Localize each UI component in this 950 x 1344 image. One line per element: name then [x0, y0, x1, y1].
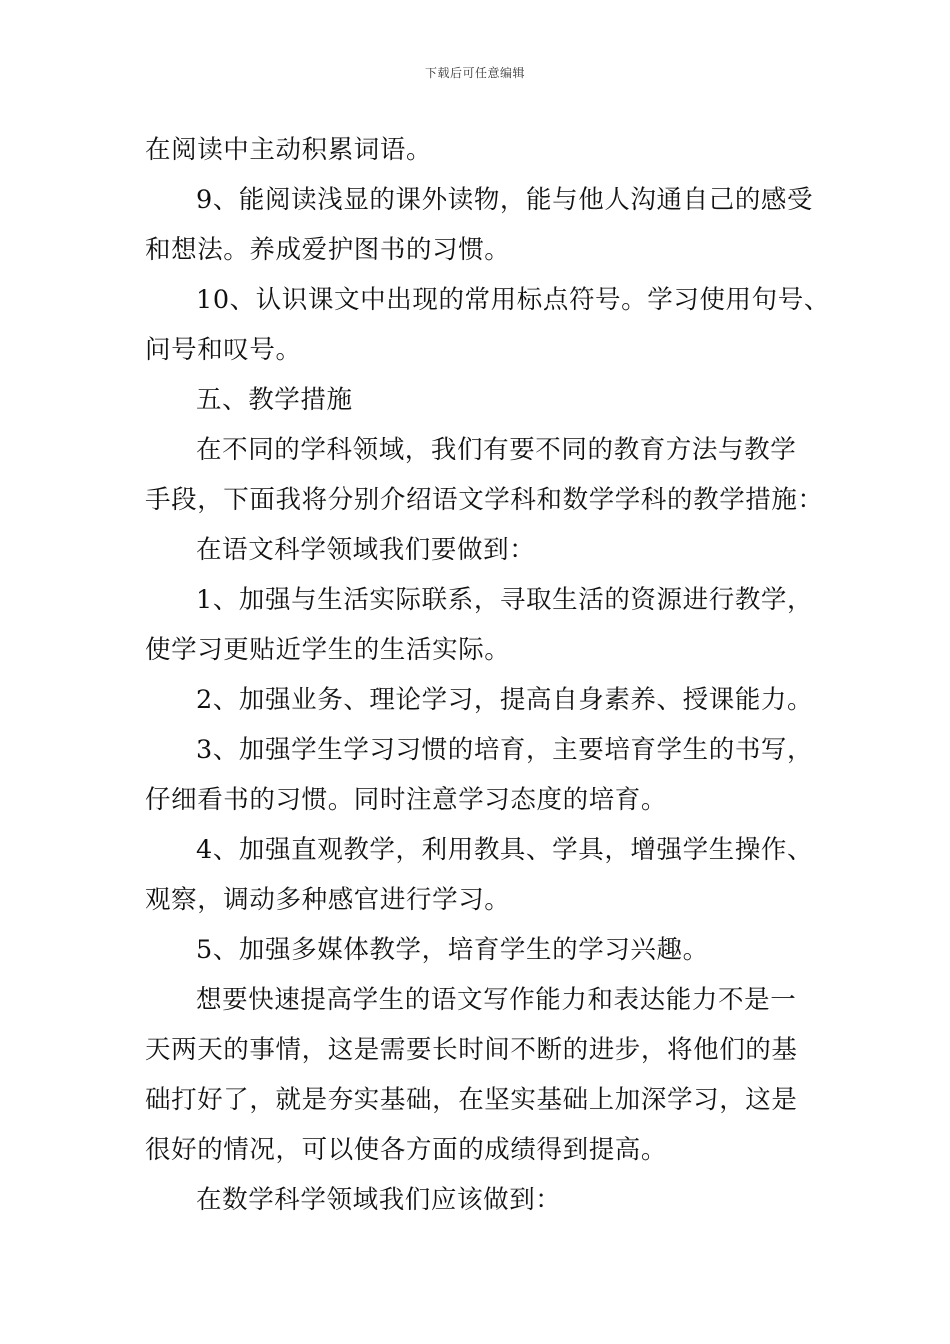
body-line-8: 手段，下面我将分别介绍语文学科和数学学科的教学措施：: [145, 485, 824, 515]
body-line-4: 10、认识课文中出现的常用标点符号。学习使用句号、: [196, 285, 830, 315]
body-line-18: 想要快速提高学生的语文写作能力和表达能力不是一: [196, 985, 797, 1015]
body-line-2: 9、能阅读浅显的课外读物，能与他人沟通自己的感受: [196, 185, 814, 215]
body-line-11: 使学习更贴近学生的生活实际。: [145, 635, 511, 665]
body-line-5: 问号和叹号。: [145, 335, 302, 365]
body-line-15: 4、加强直观教学，利用教具、学具，增强学生操作、: [196, 835, 814, 865]
body-line-21: 很好的情况，可以使各方面的成绩得到提高。: [145, 1135, 668, 1165]
body-line-16: 观察，调动多种感官进行学习。: [145, 885, 511, 915]
body-line-22: 在数学科学领域我们应该做到：: [196, 1185, 562, 1215]
body-line-1: 在阅读中主动积累词语。: [145, 135, 433, 165]
body-line-12: 2、加强业务、理论学习，提高自身素养、授课能力。: [196, 685, 814, 715]
body-line-19: 天两天的事情，这是需要长时间不断的进步，将他们的基: [145, 1035, 798, 1065]
section-heading: 五、教学措施: [196, 385, 353, 415]
body-line-20: 础打好了，就是夯实基础，在坚实基础上加深学习，这是: [145, 1085, 798, 1115]
body-line-9: 在语文科学领域我们要做到：: [196, 535, 536, 565]
body-line-3: 和想法。养成爱护图书的习惯。: [145, 235, 511, 265]
body-line-7: 在不同的学科领域，我们有要不同的教育方法与教学: [196, 435, 797, 465]
body-line-17: 5、加强多媒体教学，培育学生的学习兴趣。: [196, 935, 709, 965]
body-line-10: 1、加强与生活实际联系，寻取生活的资源进行教学，: [196, 585, 814, 615]
body-line-14: 仔细看书的习惯。同时注意学习态度的培育。: [145, 785, 668, 815]
page-header: 下载后可任意编辑: [424, 66, 525, 80]
body-line-13: 3、加强学生学习习惯的培育，主要培育学生的书写，: [196, 735, 814, 765]
